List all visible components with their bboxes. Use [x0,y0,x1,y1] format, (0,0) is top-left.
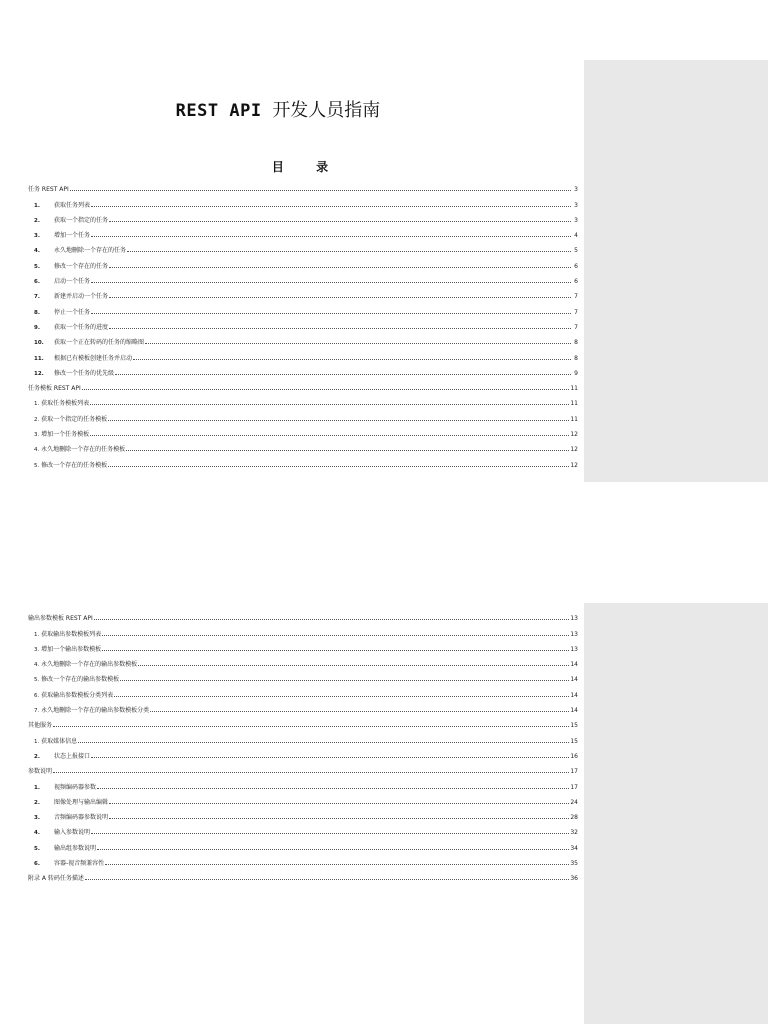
toc-dot-leader [85,878,569,880]
toc-entry-number: 5. [34,263,40,270]
toc-dot-leader [105,863,569,865]
toc-dot-leader [114,695,569,697]
toc-entry-label: 修改一个任务的优先级 [54,369,115,377]
toc-entry-number: 1. [34,784,40,791]
toc-entry-page-number: 3 [574,186,578,194]
toc-entry-number: 6. [34,692,40,699]
toc-dot-leader [138,664,569,666]
toc-entry-page-number: 12 [570,431,578,439]
toc-dot-leader [109,266,571,268]
toc-entry-page-number: 16 [570,752,578,760]
toc-dot-leader [91,756,569,758]
toc-dot-leader [70,189,571,191]
toc-entry[interactable] [28,729,578,744]
toc-dot-leader [133,358,571,360]
page-1 [0,0,768,484]
toc-entry-number: 3. [34,233,40,240]
toc-entry-page-number: 35 [570,860,578,868]
toc-entry-page-number: 13 [570,630,578,638]
toc-entry-label: 永久地删除一个存在的输出参数模板分类 [41,707,150,715]
toc-entry[interactable] [28,438,578,453]
toc-entry-number: 11. [34,355,44,362]
toc-entry-number: 4. [34,662,40,669]
toc-entry[interactable] [28,407,578,422]
toc-entry-page-number: 13 [570,615,578,623]
toc-entry[interactable] [28,638,578,653]
toc-entry[interactable] [28,270,578,285]
toc-entry-page-number: 11 [570,385,578,393]
toc-entry-number: 9. [34,324,40,331]
toc-entry-number: 4. [34,447,40,454]
toc-dot-leader [53,725,569,727]
toc-entry-page-number: 28 [570,814,578,822]
toc-entry-number: 7. [34,708,40,715]
toc-entry[interactable] [28,699,578,714]
toc-entry-label: 获取一个正在转码的任务的缩略图 [54,339,145,347]
toc-dot-leader [102,634,569,636]
toc-entry-label: 修改一个存在的任务模板 [41,461,108,469]
toc-heading: 目 录 [271,160,329,174]
toc-entry-page-number: 14 [570,676,578,684]
toc-entry[interactable] [28,285,578,300]
toc-entry[interactable] [28,806,578,821]
toc-entry[interactable] [28,362,578,377]
document-title-latin: REST API [175,101,262,121]
toc-entry-label: 参数说明 [28,768,53,776]
toc-entry[interactable] [28,821,578,836]
toc-dot-leader [127,250,571,252]
toc-entry-page-number: 15 [570,722,578,730]
toc-entry-page-number: 7 [574,293,578,301]
toc-entry-number: 1. [34,631,40,638]
toc-dot-leader [91,235,571,237]
toc-entry-page-number: 17 [570,783,578,791]
toc-entry[interactable] [28,377,578,392]
toc-dot-leader [109,817,569,819]
toc-entry[interactable] [28,852,578,867]
toc-entry-number: 1. [34,738,40,745]
toc-entry-number: 12. [34,370,44,377]
toc-entry-label: 增加一个任务 [54,232,91,240]
toc-entry-page-number: 3 [574,216,578,224]
toc-entry[interactable] [28,209,578,224]
toc-entry[interactable] [28,392,578,407]
toc-dot-leader [94,618,570,620]
toc-list [28,607,578,882]
toc-entry-label: 获取一个任务的进度 [54,323,109,331]
toc-entry-number: 3. [34,432,40,439]
toc-entry-number: 2. [34,416,40,423]
toc-entry-page-number: 4 [574,232,578,240]
toc-entry-label: 任务模板 REST API [28,385,81,393]
toc-entry-page-number: 24 [570,798,578,806]
toc-entry-page-number: 12 [570,446,578,454]
toc-entry-label: 获取输出参数模板分类列表 [41,691,114,699]
toc-entry-number: 5. [34,677,40,684]
toc-dot-leader [91,281,571,283]
toc-dot-leader [82,388,570,390]
document-title [0,96,556,122]
toc-dot-leader [91,832,569,834]
toc-entry-number: 7. [34,294,40,301]
toc-entry-label: 永久地删除一个存在的输出参数模板 [41,661,138,669]
toc-entry-page-number: 12 [570,461,578,469]
toc-entry-page-number: 8 [574,354,578,362]
toc-entry[interactable] [28,316,578,331]
toc-entry-page-number: 14 [570,707,578,715]
comment-pane [584,60,768,482]
toc-entry-label: 附录 A 转码任务描述 [28,875,84,883]
toc-entry-number: 6. [34,279,40,286]
toc-dot-leader [108,465,569,467]
toc-entry-label: 任务 REST API [28,186,69,194]
toc-entry-page-number: 6 [574,278,578,286]
toc-entry-number: 4. [34,248,40,255]
toc-dot-leader [91,312,571,314]
toc-entry-number: 3. [34,815,40,822]
toc-dot-leader [115,373,571,375]
toc-entry[interactable] [28,867,578,882]
toc-entry-label: 永久地删除一个存在的任务模板 [41,446,126,454]
toc-entry-page-number: 5 [574,247,578,255]
toc-entry-page-number: 11 [570,415,578,423]
toc-entry-label: 获取任务模板列表 [41,400,90,408]
toc-entry[interactable] [28,423,578,438]
toc-entry-label: 增加一个输出参数模板 [41,645,102,653]
toc-dot-leader [150,710,569,712]
toc-entry-page-number: 14 [570,661,578,669]
toc-entry-label: 状态上报接口 [54,752,91,760]
toc-entry[interactable] [28,607,578,622]
toc-entry-label: 图像处理与输出编辑 [54,798,109,806]
toc-entry[interactable] [28,193,578,208]
toc-entry[interactable] [28,622,578,637]
toc-entry-label: 获取输出参数模板列表 [41,630,102,638]
toc-entry-page-number: 13 [570,645,578,653]
toc-entry-number: 5. [34,462,40,469]
toc-entry-label: 音频编码器参数说明 [54,814,109,822]
toc-entry[interactable] [28,178,578,193]
toc-entry-label: 容器-视音频兼容性 [54,860,105,868]
toc-entry-label: 获取一个指定的任务模板 [41,415,108,423]
toc-entry-page-number: 8 [574,339,578,347]
toc-entry-label: 停止一个任务 [54,308,91,316]
toc-entry[interactable] [28,714,578,729]
toc-entry-number: 1. [34,202,40,209]
toc-dot-leader [109,296,571,298]
toc-dot-leader [91,205,571,207]
toc-entry-label: 输出组参数说明 [54,844,97,852]
toc-entry-number: 2. [34,217,40,224]
toc-dot-leader [97,848,569,850]
toc-entry-label: 获取媒体信息 [41,737,78,745]
toc-dot-leader [108,419,569,421]
toc-entry-page-number: 7 [574,323,578,331]
toc-entry-label: 修改一个存在的任务 [54,262,109,270]
toc-dot-leader [109,327,571,329]
toc-entry-label: 增加一个任务模板 [41,431,90,439]
toc-entry-page-number: 15 [570,737,578,745]
toc-dot-leader [90,434,569,436]
toc-dot-leader [102,649,569,651]
toc-entry-page-number: 3 [574,201,578,209]
toc-entry-label: 永久地删除一个存在的任务 [54,247,127,255]
toc-entry-label: 输入参数说明 [54,829,91,837]
toc-entry[interactable] [28,653,578,668]
toc-entry[interactable] [28,760,578,775]
document-title-cjk: 开发人员指南 [272,100,381,121]
toc-dot-leader [78,741,569,743]
toc-entry-page-number: 36 [570,875,578,883]
toc-entry[interactable] [28,775,578,790]
toc-entry[interactable] [28,300,578,315]
toc-dot-leader [109,802,569,804]
toc-entry-label: 新建并启动一个任务 [54,293,109,301]
toc-entry-number: 4. [34,830,40,837]
toc-entry[interactable] [28,331,578,346]
toc-entry-number: 3. [34,646,40,653]
toc-entry[interactable] [28,254,578,269]
toc-dot-leader [97,787,569,789]
toc-entry[interactable] [28,683,578,698]
toc-entry-number: 6. [34,861,40,868]
toc-list [28,178,578,469]
toc-entry-label: 获取任务列表 [54,201,91,209]
toc-entry-number: 2. [34,799,40,806]
toc-entry-label: 输出参数模板 REST API [28,615,93,623]
toc-entry-page-number: 32 [570,829,578,837]
toc-dot-leader [90,403,569,405]
toc-dot-leader [145,342,571,344]
toc-entry-label: 其他服务 [28,722,53,730]
toc-entry-page-number: 17 [570,768,578,776]
toc-entry-page-number: 11 [570,400,578,408]
toc-dot-leader [109,220,571,222]
toc-entry-page-number: 34 [570,844,578,852]
toc-dot-leader [120,679,569,681]
toc-entry[interactable] [28,346,578,361]
page-2 [0,603,768,1024]
toc-entry-page-number: 14 [570,691,578,699]
toc-entry-label: 视频编码器参数 [54,783,97,791]
toc-entry[interactable] [28,239,578,254]
toc-entry-number: 8. [34,309,40,316]
toc-entry[interactable] [28,668,578,683]
toc-entry-number: 5. [34,845,40,852]
toc-dot-leader [53,771,569,773]
toc-entry-label: 根据已有模板创建任务并启动 [54,354,133,362]
toc-entry-page-number: 7 [574,308,578,316]
toc-entry[interactable] [28,453,578,468]
toc-entry-label: 启动一个任务 [54,278,91,286]
toc-entry[interactable] [28,836,578,851]
toc-dot-leader [126,449,569,451]
toc-entry-page-number: 6 [574,262,578,270]
toc-entry-number: 1. [34,401,40,408]
toc-entry[interactable] [28,224,578,239]
toc-entry-number: 10. [34,340,44,347]
toc-entry-number: 2. [34,753,40,760]
toc-entry[interactable] [28,791,578,806]
toc-entry-label: 获取一个指定的任务 [54,216,109,224]
comment-pane [584,603,768,1024]
toc-entry[interactable] [28,745,578,760]
toc-entry-page-number: 9 [574,369,578,377]
toc-entry-label: 修改一个存在的输出参数模板 [41,676,120,684]
